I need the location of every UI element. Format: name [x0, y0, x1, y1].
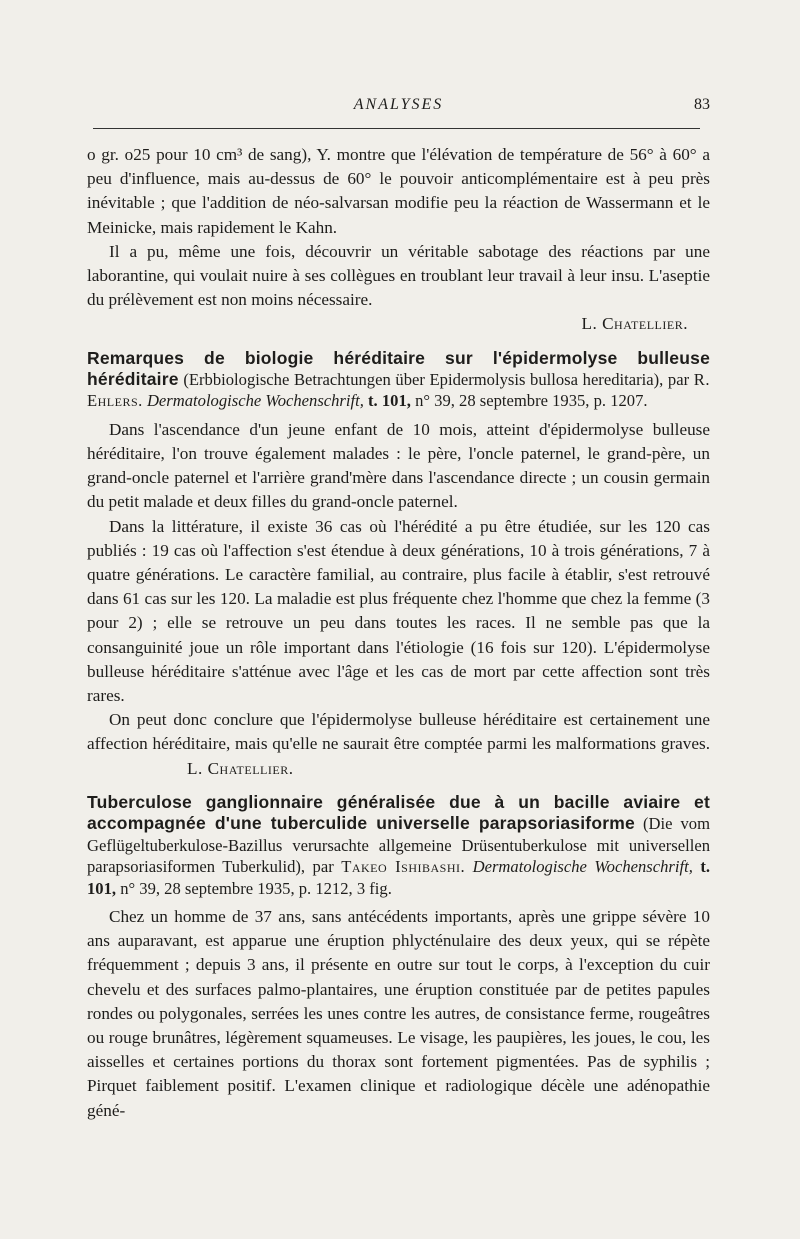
article3-reference: n° 39, 28 septembre 1935, p. 1212, 3 fig.	[120, 878, 392, 898]
article2-reference: n° 39, 28 septembre 1935, p. 1207.	[415, 391, 648, 411]
running-title: ANALYSES	[353, 96, 444, 113]
article1-signature	[87, 312, 710, 336]
article2-volume: t. 101,	[368, 391, 411, 411]
running-head	[87, 96, 710, 120]
article3-author: Takeo Ishibashi.	[341, 857, 466, 877]
header-rule	[93, 128, 700, 129]
article2-paragraph: Dans l'ascendance d'un jeune enfant de 10 mois, atteint d'épidermolyse bulleuse héréditaire, l'on trouve également malades : le père, l'oncle paternel, le grand-père, un grand-oncle paternel et l'arrière grand'mère dans l'ascendance directe ; un cousin germain du petit malade et deux filles du grand-oncle paternel.	[87, 419, 710, 512]
article3-paragraph: Chez un homme de 37 ans, sans antécédents importants, après une grippe sévère 10 ans auparavant, est apparue une éruption phlycténulaire des deux yeux, qui se répète fréquemment ; depuis 3 ans, il présente en outre sur tout le corps, à l'exception du cuir chevelu et des surfaces palmo-plantaires, une éruption constituée par de petites papules rondes ou polygonales, serrées les unes contre les autres, de consistance ferme, rougeâtres ou rouge brunâtres, légèrement squameuses. Le visage, les paupières, les joues, le cou, les aisselles et certaines portions du thorax sont fortement pigmentées. Pas de syphilis ; Pirquet faiblement positif. L'examen clinique et radiologique décèle une adénopathie géné-	[87, 906, 710, 1120]
article3-header	[87, 792, 710, 899]
article2-header	[87, 348, 710, 412]
article2-journal: Dermatologische Wochenschrift,	[146, 391, 364, 411]
page-number: 83	[694, 96, 710, 113]
article1-paragraph: o gr. o25 pour 10 cm³ de sang), Y. montre que l'élévation de température de 56° à 60° a peu d'influence, mais au-dessus de 60° le pouvoir anticomplémentaire est à peu près inévitable ; que l'addition de néo-salvarsan modifie peu la réaction de Wassermann et le Meinicke, mais rapidement le Kahn.	[87, 145, 710, 237]
article2-paragraph	[87, 708, 710, 781]
article3-journal: Dermatologische Wochenschrift,	[472, 857, 693, 877]
article3-subtitle: (Die vom Geflügeltuberkulose-Bazillus verursachte allgemeine Drüsentuberkulose mit universellen parapsoriasiformen Tuberkulid), par	[87, 814, 711, 877]
article2-paragraph-text: On peut donc conclure que l'épidermolyse bulleuse héréditaire est certainement une affection héréditaire, mais qu'elle ne saurait être comptée parmi les malformations graves.	[87, 710, 710, 754]
article2-subtitle: (Erbbiologische Betrachtungen über Epidermolysis bullosa hereditaria), par	[183, 370, 690, 390]
article2-paragraph: Dans la littérature, il existe 36 cas où l'hérédité a pu être étudiée, sur les 120 cas publiés : 19 cas où l'affection s'est étendue à deux générations, 10 à trois générations, 7 à quatre générations. Le caractère familial, au contraire, plus facile à établir, s'est retrouvé dans 61 cas sur les 120. La maladie est plus fréquente chez l'homme que chez la femme (3 pour 2) ; elle se retrouve un peu dans toutes les races. Il ne semble pas que la consanguinité joue un rôle important dans l'étiologie (16 fois sur 120). L'épidermolyse bulleuse héréditaire s'atténue avec l'âge et les cas de mort par cette affection sont très rares.	[87, 516, 710, 706]
article2-author: R. Ehlers.	[87, 370, 710, 411]
article1-paragraph: Il a pu, même une fois, découvrir un véritable sabotage des réactions par une laborantine, qui voulait nuire à ses collègues en troublant leur travail à leur insu. L'aseptie du prélèvement est non moins nécessaire.	[87, 241, 710, 310]
signature-text: L. Chatellier.	[581, 314, 688, 334]
page-content	[87, 143, 710, 1123]
article3-volume: t. 101,	[87, 857, 711, 898]
article2-title: Remarques de biologie héréditaire sur l'épidermolyse bulleuse héréditaire	[87, 347, 710, 390]
article2-signature: L. Chatellier.	[187, 758, 294, 778]
article3-title: Tuberculose ganglionnaire généralisée due à un bacille aviaire et accompagnée d'une tuberculide universelle parapsoriasiforme	[87, 791, 710, 834]
